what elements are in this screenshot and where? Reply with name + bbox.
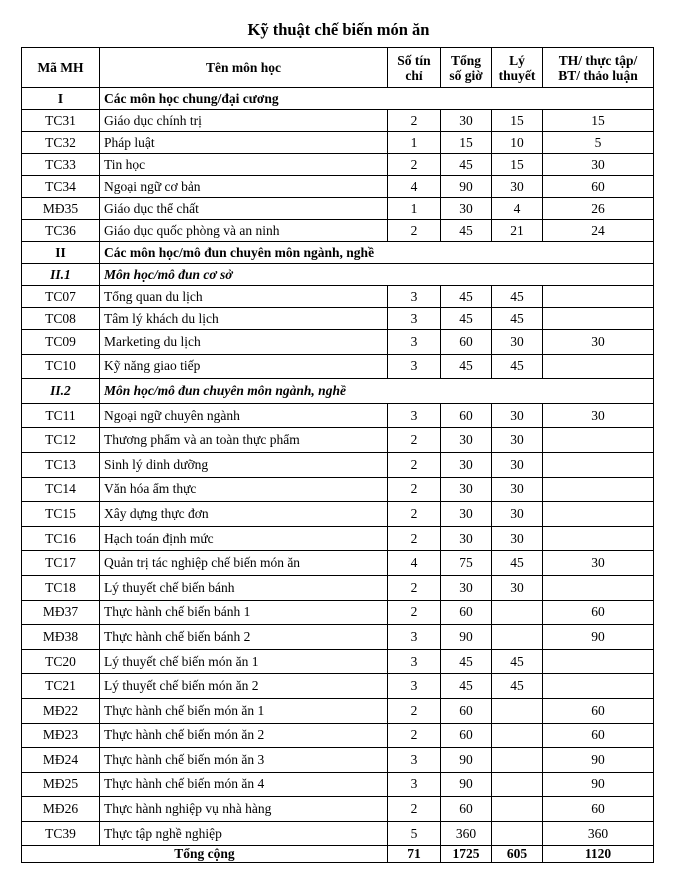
course-practice: 90: [543, 772, 654, 797]
course-practice: 60: [543, 723, 654, 748]
document-title: Kỹ thuật chế biến món ăn: [247, 20, 430, 39]
course-name: Giáo dục thể chất: [100, 198, 388, 220]
course-name: Xây dựng thực đơn: [100, 502, 388, 527]
course-practice: [543, 286, 654, 308]
course-theory: 45: [492, 286, 543, 308]
subsection-row: [22, 379, 654, 404]
course-practice: 24: [543, 220, 654, 242]
course-hours: 90: [441, 748, 492, 773]
course-theory: [492, 723, 543, 748]
header-name: Tên môn học: [100, 48, 388, 88]
course-hours: 60: [441, 600, 492, 625]
course-practice: 60: [543, 797, 654, 822]
course-credits: 3: [388, 772, 441, 797]
course-credits: 3: [388, 286, 441, 308]
course-hours: 45: [441, 354, 492, 379]
course-hours: 30: [441, 110, 492, 132]
total-practice: 1120: [543, 846, 654, 863]
table-row: [22, 403, 654, 428]
course-theory: 30: [492, 428, 543, 453]
course-code: MĐ24: [22, 748, 100, 773]
course-credits: 3: [388, 649, 441, 674]
course-code: TC34: [22, 176, 100, 198]
course-rows: [22, 88, 654, 846]
course-code: TC12: [22, 428, 100, 453]
course-theory: 45: [492, 308, 543, 330]
course-hours: 45: [441, 308, 492, 330]
course-theory: [492, 821, 543, 846]
course-credits: 3: [388, 354, 441, 379]
course-code: TC13: [22, 452, 100, 477]
section-row: [22, 88, 654, 110]
course-hours: 45: [441, 286, 492, 308]
course-practice: 5: [543, 132, 654, 154]
course-credits: 3: [388, 330, 441, 355]
course-hours: 30: [441, 428, 492, 453]
course-name: Thực hành chế biến món ăn 4: [100, 772, 388, 797]
empty-cell: [543, 379, 654, 404]
empty-cell: [543, 264, 654, 286]
course-practice: [543, 428, 654, 453]
course-name: Lý thuyết chế biến món ăn 2: [100, 674, 388, 699]
curriculum-table: [21, 47, 654, 863]
course-name: Thương phẩm và an toàn thực phẩm: [100, 428, 388, 453]
course-hours: 45: [441, 674, 492, 699]
table-row: [22, 330, 654, 355]
course-name: Lý thuyết chế biến món ăn 1: [100, 649, 388, 674]
course-name: Tâm lý khách du lịch: [100, 308, 388, 330]
course-credits: 2: [388, 452, 441, 477]
course-hours: 30: [441, 477, 492, 502]
course-hours: 75: [441, 551, 492, 576]
course-theory: 30: [492, 526, 543, 551]
course-theory: 4: [492, 198, 543, 220]
course-practice: 30: [543, 403, 654, 428]
course-code: MĐ23: [22, 723, 100, 748]
course-practice: [543, 477, 654, 502]
table-row: [22, 220, 654, 242]
course-practice: 30: [543, 154, 654, 176]
course-code: TC32: [22, 132, 100, 154]
course-name: Giáo dục quốc phòng và an ninh: [100, 220, 388, 242]
course-credits: 5: [388, 821, 441, 846]
table-row: [22, 428, 654, 453]
table-row: [22, 772, 654, 797]
course-theory: 10: [492, 132, 543, 154]
section-name: Môn học/mô đun chuyên môn ngành, nghề: [100, 379, 441, 404]
course-hours: 360: [441, 821, 492, 846]
subsection-row: [22, 264, 654, 286]
section-code: II.2: [22, 379, 100, 404]
course-theory: 30: [492, 575, 543, 600]
empty-cell: [441, 264, 492, 286]
section-name: Môn học/mô đun cơ sở: [100, 264, 441, 286]
course-name: Quản trị tác nghiệp chế biến món ăn: [100, 551, 388, 576]
course-code: MĐ26: [22, 797, 100, 822]
course-credits: 2: [388, 600, 441, 625]
table-row: [22, 154, 654, 176]
course-practice: 30: [543, 551, 654, 576]
section-code: I: [22, 88, 100, 110]
header-practice: TH/ thực tập/ BT/ thảo luận: [543, 48, 654, 88]
course-credits: 2: [388, 698, 441, 723]
course-credits: 2: [388, 110, 441, 132]
course-practice: 60: [543, 698, 654, 723]
course-practice: 60: [543, 176, 654, 198]
course-theory: 30: [492, 176, 543, 198]
header-hours: Tổng số giờ: [441, 48, 492, 88]
course-hours: 90: [441, 176, 492, 198]
course-hours: 45: [441, 220, 492, 242]
table-row: [22, 625, 654, 650]
course-theory: 30: [492, 477, 543, 502]
section-code: II.1: [22, 264, 100, 286]
empty-cell: [543, 242, 654, 264]
table-row: [22, 526, 654, 551]
course-practice: [543, 674, 654, 699]
course-code: TC08: [22, 308, 100, 330]
table-row: [22, 600, 654, 625]
course-code: MĐ37: [22, 600, 100, 625]
course-credits: 2: [388, 154, 441, 176]
course-name: Giáo dục chính trị: [100, 110, 388, 132]
course-practice: [543, 649, 654, 674]
total-row: [22, 846, 654, 863]
course-name: Ngoại ngữ cơ bản: [100, 176, 388, 198]
section-code: II: [22, 242, 100, 264]
course-practice: [543, 502, 654, 527]
course-code: TC07: [22, 286, 100, 308]
course-practice: [543, 575, 654, 600]
course-practice: 30: [543, 330, 654, 355]
total-label: Tổng cộng: [22, 846, 388, 863]
course-name: Kỹ năng giao tiếp: [100, 354, 388, 379]
course-name: Sinh lý dinh dưỡng: [100, 452, 388, 477]
course-hours: 90: [441, 772, 492, 797]
course-credits: 3: [388, 308, 441, 330]
course-code: TC36: [22, 220, 100, 242]
course-theory: [492, 797, 543, 822]
empty-cell: [543, 88, 654, 110]
course-theory: 30: [492, 403, 543, 428]
course-name: Thực hành nghiệp vụ nhà hàng: [100, 797, 388, 822]
empty-cell: [492, 88, 543, 110]
course-credits: 2: [388, 502, 441, 527]
table-row: [22, 132, 654, 154]
course-name: Marketing du lịch: [100, 330, 388, 355]
course-code: TC20: [22, 649, 100, 674]
course-code: MĐ35: [22, 198, 100, 220]
empty-cell: [492, 379, 543, 404]
course-hours: 30: [441, 452, 492, 477]
table-row: [22, 821, 654, 846]
course-code: MĐ25: [22, 772, 100, 797]
course-code: TC31: [22, 110, 100, 132]
course-name: Tin học: [100, 154, 388, 176]
course-practice: 60: [543, 600, 654, 625]
course-hours: 30: [441, 575, 492, 600]
course-theory: [492, 772, 543, 797]
course-name: Thực hành chế biến món ăn 3: [100, 748, 388, 773]
course-code: MĐ38: [22, 625, 100, 650]
table-row: [22, 176, 654, 198]
empty-cell: [441, 88, 492, 110]
total-credits: 71: [388, 846, 441, 863]
course-code: TC33: [22, 154, 100, 176]
table-row: [22, 308, 654, 330]
course-name: Văn hóa ẩm thực: [100, 477, 388, 502]
course-name: Thực hành chế biến bánh 1: [100, 600, 388, 625]
course-name: Thực hành chế biến món ăn 2: [100, 723, 388, 748]
course-credits: 2: [388, 477, 441, 502]
course-name: Ngoại ngữ chuyên ngành: [100, 403, 388, 428]
course-practice: [543, 526, 654, 551]
course-credits: 3: [388, 674, 441, 699]
section-name: Các môn học/mô đun chuyên môn ngành, nghề: [100, 242, 441, 264]
course-practice: 90: [543, 748, 654, 773]
course-name: Thực hành chế biến món ăn 1: [100, 698, 388, 723]
course-theory: 30: [492, 330, 543, 355]
course-code: TC14: [22, 477, 100, 502]
course-theory: 30: [492, 502, 543, 527]
course-name: Thực tập nghề nghiệp: [100, 821, 388, 846]
course-credits: 1: [388, 198, 441, 220]
section-row: [22, 242, 654, 264]
course-theory: [492, 600, 543, 625]
course-theory: 45: [492, 551, 543, 576]
course-code: MĐ22: [22, 698, 100, 723]
course-practice: [543, 354, 654, 379]
course-practice: 15: [543, 110, 654, 132]
table-row: [22, 477, 654, 502]
course-code: TC09: [22, 330, 100, 355]
course-hours: 60: [441, 698, 492, 723]
course-hours: 30: [441, 526, 492, 551]
empty-cell: [492, 242, 543, 264]
course-credits: 2: [388, 220, 441, 242]
course-code: TC39: [22, 821, 100, 846]
table-row: [22, 723, 654, 748]
table-row: [22, 502, 654, 527]
total-hours: 1725: [441, 846, 492, 863]
course-hours: 45: [441, 154, 492, 176]
course-theory: 30: [492, 452, 543, 477]
course-hours: 60: [441, 403, 492, 428]
table-row: [22, 354, 654, 379]
table-row: [22, 286, 654, 308]
table-row: [22, 797, 654, 822]
header-code: Mã MH: [22, 48, 100, 88]
course-name: Hạch toán định mức: [100, 526, 388, 551]
course-hours: 45: [441, 649, 492, 674]
course-credits: 2: [388, 723, 441, 748]
header-theory: Lý thuyết: [492, 48, 543, 88]
course-practice: 360: [543, 821, 654, 846]
course-theory: [492, 748, 543, 773]
course-hours: 60: [441, 797, 492, 822]
course-credits: 3: [388, 748, 441, 773]
course-code: TC16: [22, 526, 100, 551]
course-theory: 45: [492, 649, 543, 674]
course-code: TC21: [22, 674, 100, 699]
course-theory: 21: [492, 220, 543, 242]
course-practice: 26: [543, 198, 654, 220]
table-row: [22, 452, 654, 477]
empty-cell: [492, 264, 543, 286]
course-theory: 15: [492, 154, 543, 176]
course-hours: 30: [441, 502, 492, 527]
table-row: [22, 748, 654, 773]
course-credits: 2: [388, 575, 441, 600]
course-hours: 60: [441, 330, 492, 355]
course-theory: [492, 625, 543, 650]
course-credits: 2: [388, 797, 441, 822]
section-name: Các môn học chung/đại cương: [100, 88, 441, 110]
course-credits: 1: [388, 132, 441, 154]
course-name: Thực hành chế biến bánh 2: [100, 625, 388, 650]
course-theory: 15: [492, 110, 543, 132]
course-name: Pháp luật: [100, 132, 388, 154]
course-code: TC15: [22, 502, 100, 527]
course-name: Tổng quan du lịch: [100, 286, 388, 308]
course-code: TC18: [22, 575, 100, 600]
table-row: [22, 551, 654, 576]
course-hours: 90: [441, 625, 492, 650]
course-credits: 3: [388, 403, 441, 428]
course-hours: 15: [441, 132, 492, 154]
course-theory: [492, 698, 543, 723]
course-hours: 30: [441, 198, 492, 220]
header-credits: Số tín chỉ: [388, 48, 441, 88]
course-practice: [543, 452, 654, 477]
course-practice: 90: [543, 625, 654, 650]
table-row: [22, 674, 654, 699]
course-code: TC17: [22, 551, 100, 576]
empty-cell: [441, 379, 492, 404]
course-theory: 45: [492, 354, 543, 379]
course-credits: 4: [388, 176, 441, 198]
table-row: [22, 649, 654, 674]
empty-cell: [441, 242, 492, 264]
course-code: TC11: [22, 403, 100, 428]
table-row: [22, 698, 654, 723]
course-hours: 60: [441, 723, 492, 748]
course-theory: 45: [492, 674, 543, 699]
total-theory: 605: [492, 846, 543, 863]
course-credits: 2: [388, 526, 441, 551]
course-code: TC10: [22, 354, 100, 379]
table-row: [22, 575, 654, 600]
course-practice: [543, 308, 654, 330]
header-row: [22, 48, 654, 88]
course-name: Lý thuyết chế biến bánh: [100, 575, 388, 600]
course-credits: 2: [388, 428, 441, 453]
table-row: [22, 198, 654, 220]
table-row: [22, 110, 654, 132]
course-credits: 3: [388, 625, 441, 650]
course-credits: 4: [388, 551, 441, 576]
